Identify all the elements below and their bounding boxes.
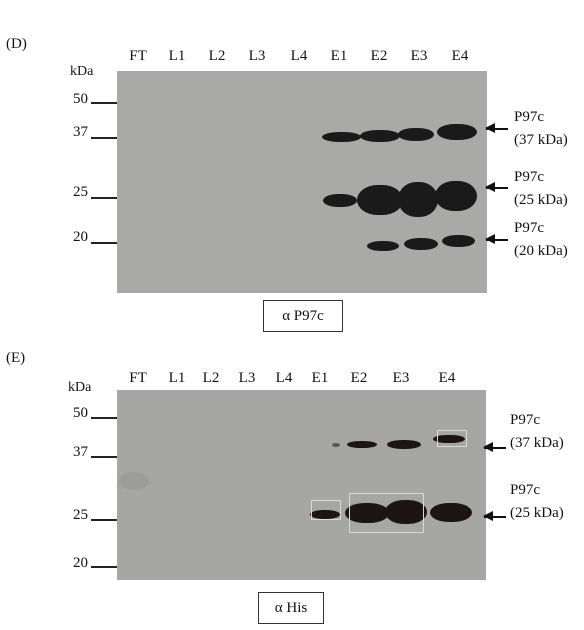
smear	[119, 472, 149, 490]
protein-size: (37 kDa)	[514, 132, 568, 148]
band	[398, 182, 438, 217]
marker-label: 25	[73, 507, 88, 523]
band-arrow	[486, 128, 508, 130]
band	[323, 194, 357, 207]
band	[332, 443, 340, 447]
band-annotation	[510, 409, 564, 455]
selection-frame	[437, 430, 467, 447]
protein-name: P97c	[514, 109, 544, 125]
marker-label: 37	[73, 124, 88, 140]
band	[387, 440, 421, 449]
selection-frame	[311, 500, 341, 520]
band	[357, 185, 403, 215]
marker-tick	[91, 519, 117, 521]
protein-name: P97c	[510, 482, 540, 498]
lane-label: L3	[248, 48, 266, 64]
band	[367, 241, 399, 251]
marker-label: 25	[73, 184, 88, 200]
marker-tick	[91, 566, 117, 568]
band	[322, 132, 361, 142]
lane-label: L4	[275, 370, 293, 386]
lane-label: E1	[330, 48, 348, 64]
lane-label: L1	[168, 48, 186, 64]
band-annotation	[514, 106, 568, 152]
lane-label: FT	[129, 370, 147, 386]
panel-e-label: (E)	[6, 350, 26, 366]
marker-label: 20	[73, 555, 88, 571]
marker-label: 37	[73, 444, 88, 460]
lane-label: FT	[129, 48, 147, 64]
band	[430, 503, 472, 522]
band	[360, 130, 400, 142]
band	[442, 235, 475, 247]
lane-label: L1	[168, 370, 186, 386]
marker-tick	[91, 417, 117, 419]
band	[347, 441, 377, 448]
lane-label: L4	[290, 48, 308, 64]
protein-size: (37 kDa)	[510, 435, 564, 451]
panel-d-label: (D)	[6, 36, 27, 52]
marker-tick	[91, 456, 117, 458]
band	[437, 124, 477, 140]
band-arrow	[484, 447, 506, 449]
band-annotation	[514, 217, 568, 263]
antibody-label-d: α P97c	[263, 300, 343, 332]
lane-label: E1	[311, 370, 329, 386]
protein-size: (25 kDa)	[510, 505, 564, 521]
marker-label: 50	[73, 405, 88, 421]
lane-label: E2	[370, 48, 388, 64]
protein-name: P97c	[514, 169, 544, 185]
protein-name: P97c	[514, 220, 544, 236]
marker-label: 20	[73, 229, 88, 245]
protein-size: (25 kDa)	[514, 192, 568, 208]
band-annotation	[510, 479, 564, 525]
marker-tick	[91, 197, 117, 199]
lane-label: L2	[202, 370, 220, 386]
lane-label: L3	[238, 370, 256, 386]
kda-label: kDa	[70, 64, 94, 79]
band-arrow	[486, 239, 508, 241]
lane-label: E2	[350, 370, 368, 386]
lane-label: E4	[438, 370, 456, 386]
marker-label: 50	[73, 91, 88, 107]
band	[404, 238, 438, 250]
lane-label: L2	[208, 48, 226, 64]
marker-tick	[91, 102, 117, 104]
protein-size: (20 kDa)	[514, 243, 568, 259]
band	[435, 181, 477, 211]
marker-tick	[91, 137, 117, 139]
lane-label: E3	[410, 48, 428, 64]
band-arrow	[486, 187, 508, 189]
kda-label: kDa	[68, 380, 92, 395]
marker-tick	[91, 242, 117, 244]
lane-label: E4	[451, 48, 469, 64]
band-arrow	[484, 516, 506, 518]
antibody-label-e: α His	[258, 592, 324, 624]
band-annotation	[514, 166, 568, 212]
protein-name: P97c	[510, 412, 540, 428]
western-blot-membrane-d	[117, 71, 487, 293]
band	[398, 128, 434, 141]
lane-label: E3	[392, 370, 410, 386]
western-blot-membrane-e	[117, 390, 486, 580]
selection-frame	[349, 493, 424, 533]
